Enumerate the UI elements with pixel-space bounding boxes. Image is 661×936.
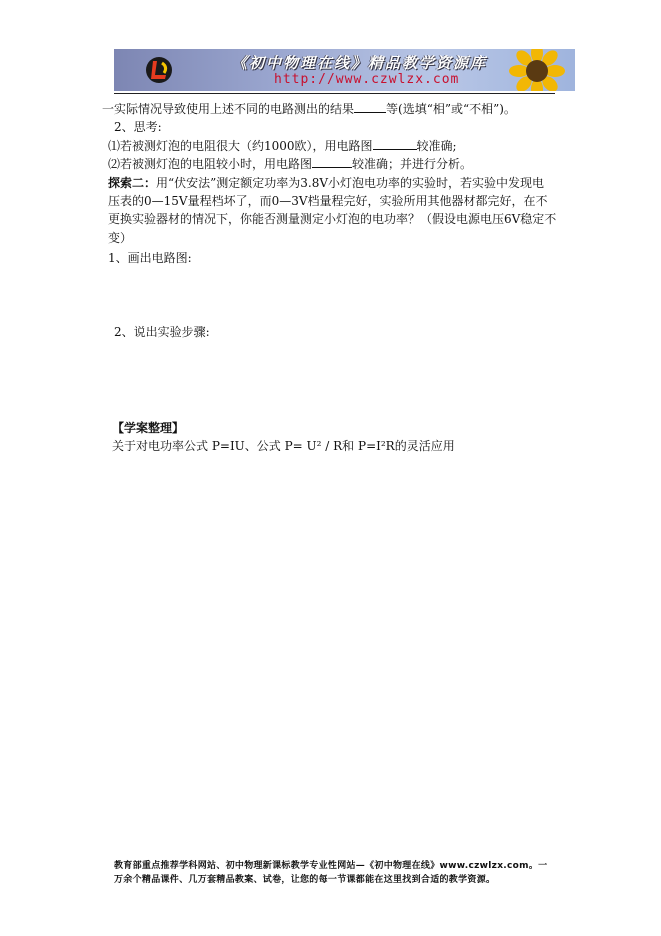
paragraph-line-1: 一实际情况导致使用上述不同的电路测出的结果 等(选填“相”或“不相”)。 [102, 102, 516, 116]
sunflower-icon [507, 49, 567, 91]
logo-icon [144, 55, 174, 85]
paragraph-line-9: 1、画出电路图: [108, 251, 192, 265]
banner-url[interactable]: http://www.czwlzx.com [274, 72, 460, 87]
paragraph-line-3: ⑴若被测灯泡的电阻很大（约1000欧），用电路图 较准确; [108, 139, 457, 153]
paragraph-line-7: 更换实验器材的情况下，你能否测量测定小灯泡的电功率？（假设电源电压6V稳定不 [108, 212, 557, 226]
fill-blank [354, 100, 386, 113]
footer-line-2: 万余个精品课件、几万套精品教案、试卷，让您的每一节课都能在这里找到合适的教学资源。 [114, 875, 496, 885]
paragraph-line-10: 2、说出实验步骤: [114, 325, 210, 339]
paragraph-line-4: ⑵若被测灯泡的电阻较小时，用电路图 较准确；并进行分析。 [108, 157, 473, 171]
section-heading: 【学案整理】 [112, 421, 185, 435]
paragraph-line-5: 探索二：用“伏安法”测定额定功率为3.8V小灯泡电功率的实验时，若实验中发现电 [108, 176, 545, 190]
paragraph-line-8: 变） [108, 231, 133, 245]
paragraph-line-2: 2、思考: [114, 120, 162, 134]
paragraph-line-12: 关于对电功率公式 P=IU、公式 P= U² / R和 P=I²R的灵活应用 [112, 439, 455, 453]
banner-title: 《初中物理在线》精品教学资源库 [232, 54, 488, 72]
paragraph-line-6: 压表的0—15V量程档坏了，而0—3V档量程完好，实验所用其他器材都完好，在不 [108, 194, 548, 208]
header-rule [114, 93, 555, 94]
fill-blank [312, 155, 352, 168]
footer-line-1: 教育部重点推荐学科网站、初中物理新课标教学专业性网站—《初中物理在线》www.czwlzx.com。一 [114, 861, 548, 871]
header-banner [114, 49, 575, 91]
fill-blank [373, 137, 417, 150]
